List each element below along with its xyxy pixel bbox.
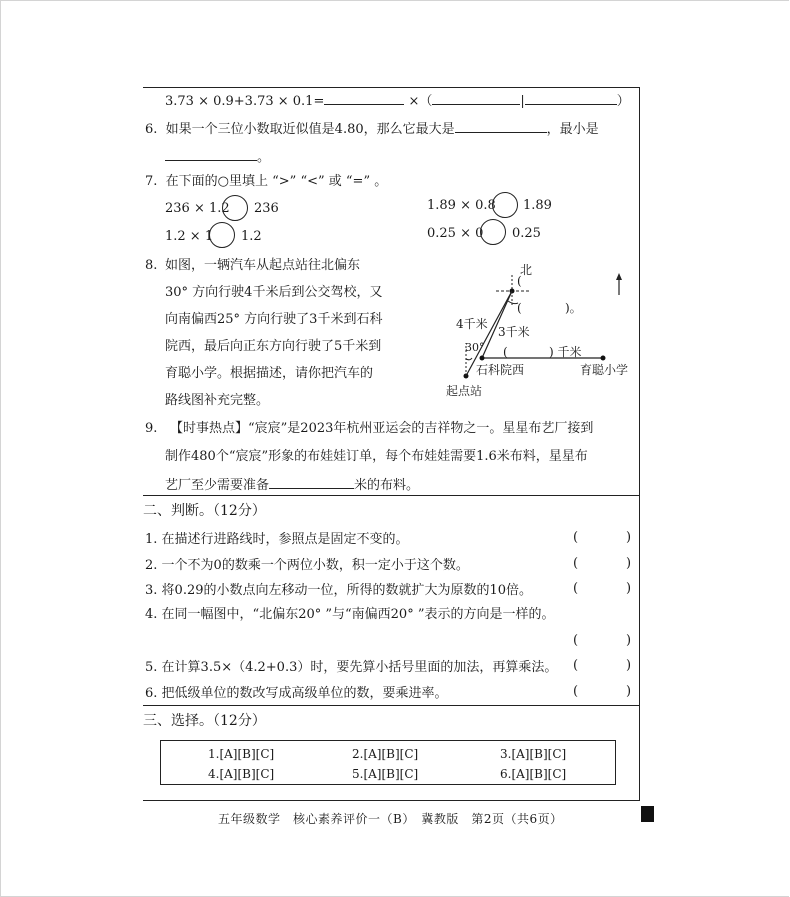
q7-item-2-right: 1.89: [523, 198, 552, 213]
q9-line-3: 艺厂至少需要准备 米的布料。: [165, 478, 420, 493]
diagram-start-station: 起点站: [446, 384, 483, 398]
q7-item-2-left: 1.89 × 0.8: [427, 198, 496, 213]
q7-item-1-right: 236: [254, 201, 279, 216]
judge-answer-5-close: ): [626, 658, 632, 673]
q6-cont: 。: [165, 148, 270, 166]
judge-answer-4-close: ): [626, 633, 632, 648]
q6-blank-min[interactable]: [165, 148, 257, 161]
q6-blank-max[interactable]: [455, 120, 547, 133]
diagram-place-shikeyuanxi: 石科院西: [476, 363, 525, 377]
judge-answer-3-close: ): [626, 581, 632, 596]
q7-text: 在下面的○里填上 “>” “<” 或 “=” 。: [165, 174, 388, 189]
q9-line-1: 【时事热点】“宸宸”是2023年杭州亚运会的吉祥物之一。星星布艺厂接到: [170, 421, 594, 436]
judge-item-3: 3. 将0.29的小数点向左移动一位，所得的数就扩大为原数的10倍。: [145, 583, 533, 598]
q7: 7. 在下面的○里填上 “>” “<” 或 “=” 。: [145, 174, 388, 189]
compare-circle-1[interactable]: [222, 195, 248, 221]
diagram-dist-3km: 3千米: [498, 325, 530, 339]
q8-line-3: 向南偏西25° 方向行驶了3千米到石科: [165, 312, 383, 327]
q8-line-2: 30° 方向行驶4千米后到公交驾校，又: [165, 285, 383, 300]
diagram-dist-4km: 4千米: [456, 317, 488, 331]
section2-title: 二、判断。（12分）: [143, 503, 266, 519]
q9-blank[interactable]: [269, 476, 354, 489]
judge-answer-6-close: ): [626, 684, 632, 699]
diagram-place-yucong-school: 育聪小学: [580, 363, 629, 377]
judge-answer-6-open[interactable]: (: [573, 684, 579, 699]
diagram-paren-mid-left[interactable]: (: [517, 301, 522, 315]
judge-answer-4-open[interactable]: (: [573, 633, 579, 648]
q8-line-5: 育聪小学。根据描述，请你把汽车的: [165, 366, 374, 381]
page-footer: 五年级数学 核心素养评价一（B） 冀教版 第2页（共6页）: [218, 812, 563, 826]
q8-line-1: 如图，一辆汽车从起点站往北偏东: [165, 258, 361, 273]
judge-answer-2-close: ): [626, 556, 632, 571]
diagram-dist3-left[interactable]: (: [503, 345, 508, 359]
section3-title: 三、选择。（12分）: [143, 713, 266, 729]
q8-num: 8.: [145, 258, 158, 273]
q9-num: 9.: [145, 421, 158, 436]
diagram-paren-top[interactable]: (: [517, 274, 522, 288]
choice-3[interactable]: 3.[A][B][C]: [500, 747, 567, 761]
divider: [143, 495, 640, 496]
choice-6[interactable]: 6.[A][B][C]: [500, 767, 567, 781]
q7-item-1-left: 236 × 1.2: [165, 201, 230, 216]
diagram-paren-mid-right: )。: [565, 301, 582, 315]
diagram-north-label: 北: [520, 263, 533, 277]
q5-blank-2[interactable]: [432, 92, 520, 105]
divider: [143, 705, 640, 706]
q7-item-3-left: 1.2 × 1: [165, 229, 214, 244]
choice-1[interactable]: 1.[A][B][C]: [208, 747, 275, 761]
compare-circle-3[interactable]: [209, 222, 235, 248]
compare-circle-2[interactable]: [492, 192, 518, 218]
q7-item-4-right: 0.25: [512, 226, 541, 241]
q5-line: 3.73 × 0.9+3.73 × 0.1= ×（ | ）: [165, 94, 630, 109]
judge-answer-2-open[interactable]: (: [573, 556, 579, 571]
judge-item-1: 1. 在描述行进路线时，参照点是固定不变的。: [145, 532, 409, 547]
judge-answer-1-close: ): [626, 530, 632, 545]
judge-answer-3-open[interactable]: (: [573, 581, 579, 596]
q6-text: 如果一个三位小数取近似值是4.80，那么它最大是: [165, 122, 455, 137]
q7-item-3-right: 1.2: [241, 229, 262, 244]
q9-line-2: 制作480个“宸宸”形象的布娃娃订单，每个布娃娃需要1.6米布料，星星布: [165, 449, 588, 464]
diagram-angle-30: 30°: [465, 341, 485, 354]
judge-item-5: 5. 在计算3.5×（4.2+0.3）时，要先算小括号里面的加法，再算乘法。: [145, 660, 558, 675]
choice-5[interactable]: 5.[A][B][C]: [352, 767, 419, 781]
q5-expression: 3.73 × 0.9+3.73 × 0.1=: [165, 94, 325, 109]
q8-line-6: 路线图补充完整。: [165, 393, 270, 408]
compare-circle-4[interactable]: [480, 219, 506, 245]
choice-2[interactable]: 2.[A][B][C]: [352, 747, 419, 761]
scan-alignment-mark: [641, 806, 654, 822]
diagram-dist3-right: ) 千米: [549, 345, 582, 359]
judge-answer-5-open[interactable]: (: [573, 658, 579, 673]
q5-blank-1[interactable]: [324, 92, 404, 105]
q5-blank-3[interactable]: [525, 92, 617, 105]
judge-item-4: 4. 在同一幅图中，“北偏东20° ”与“南偏西20° ”表示的方向是一样的。: [145, 607, 555, 622]
choice-4[interactable]: 4.[A][B][C]: [208, 767, 275, 781]
judge-answer-1-open[interactable]: (: [573, 530, 579, 545]
judge-item-2: 2. 一个不为0的数乘一个两位小数，积一定小于这个数。: [145, 558, 469, 573]
q8-line-4: 院西，最后向正东方向行驶了5千米到: [165, 339, 382, 354]
judge-item-6: 6. 把低级单位的数改写成高级单位的数，要乘进率。: [145, 686, 448, 701]
q6: 6. 如果一个三位小数取近似值是4.80，那么它最大是 ，最小是: [145, 122, 599, 137]
q7-item-4-left: 0.25 × 0: [427, 226, 484, 241]
